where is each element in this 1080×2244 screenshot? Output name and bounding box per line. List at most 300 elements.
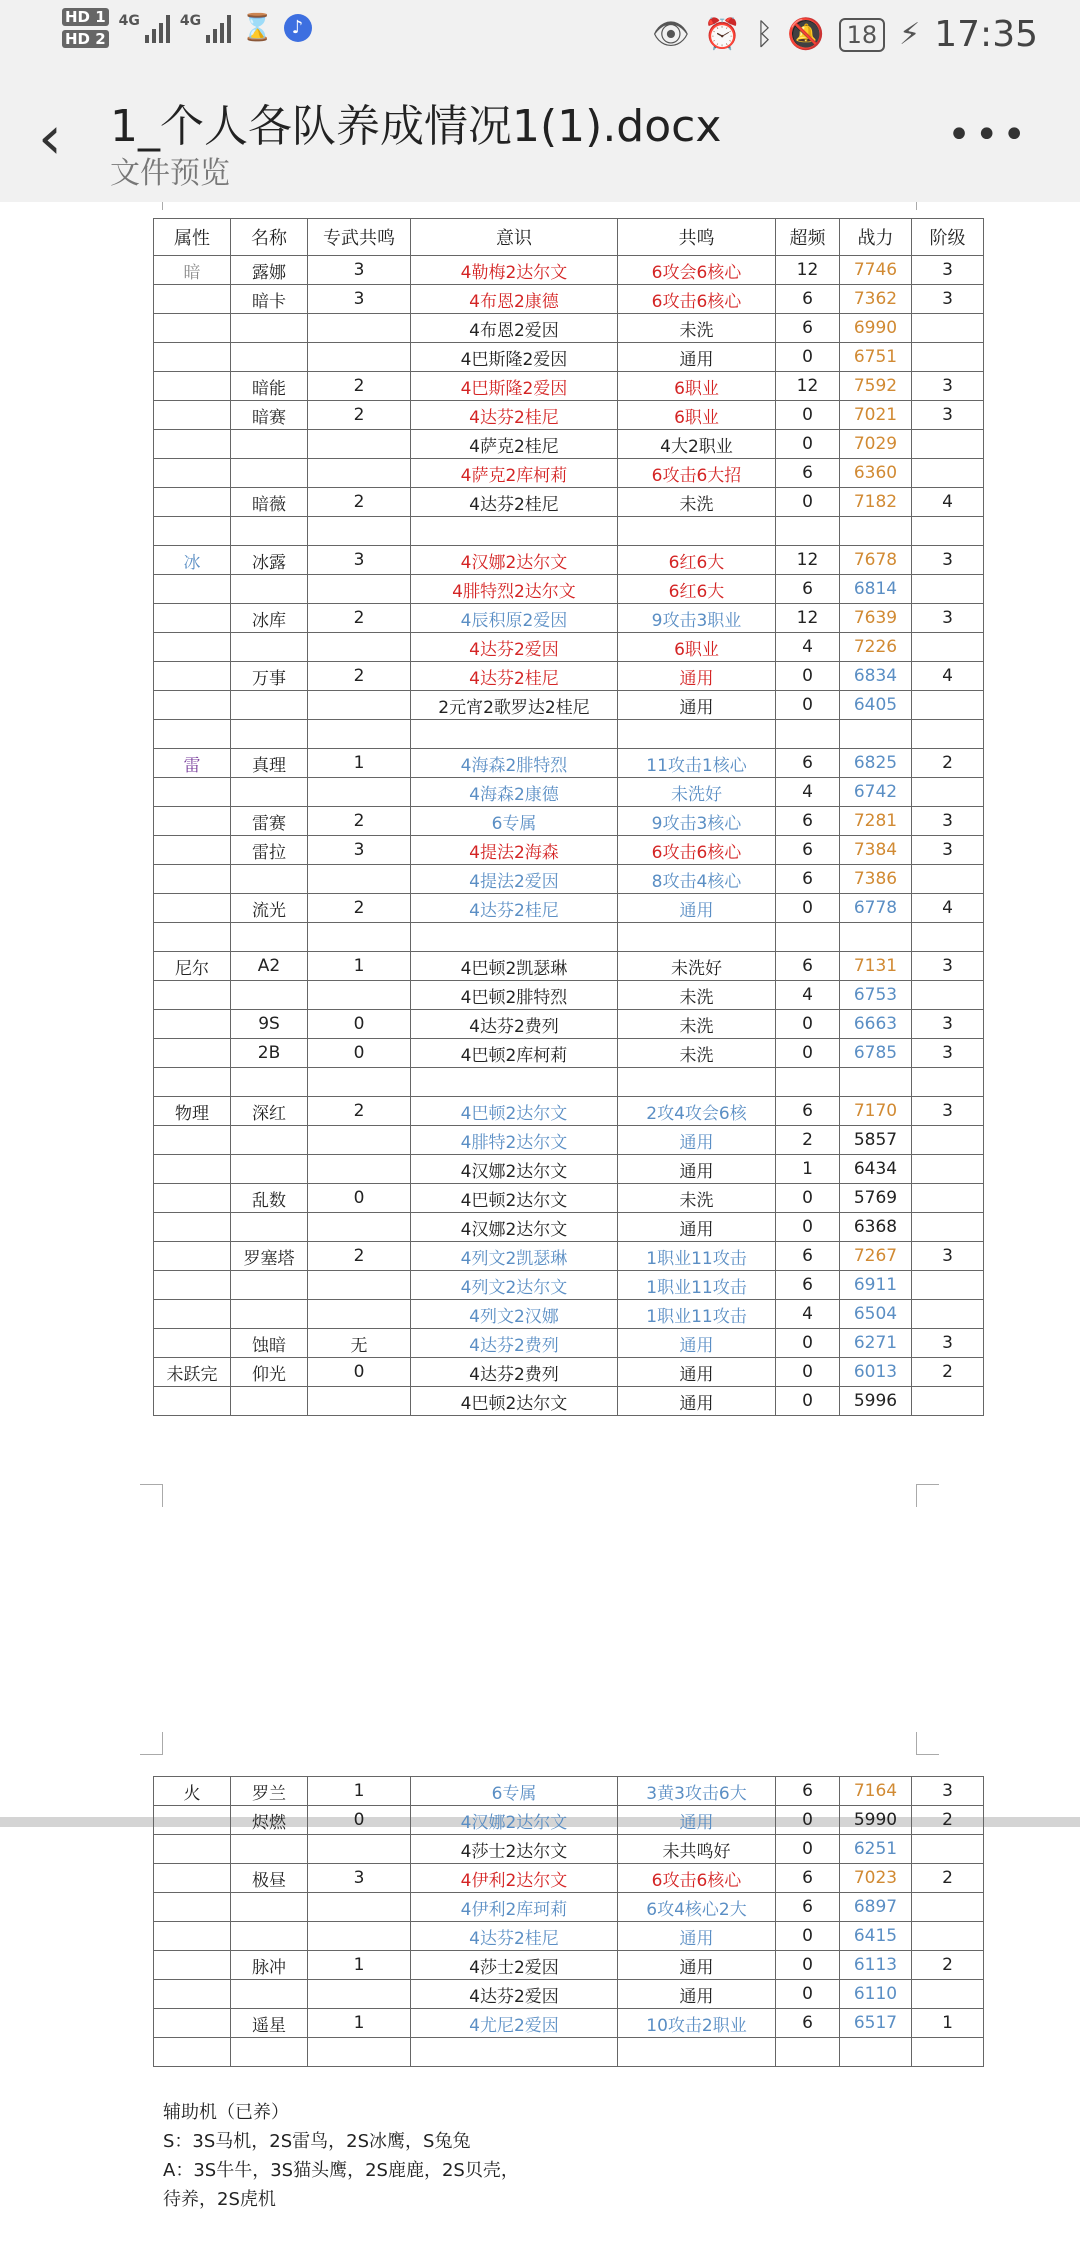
battery-icon: 18 xyxy=(839,18,886,52)
sim2-badge: HD 2 xyxy=(62,30,109,48)
table-cell: 7131 xyxy=(840,952,912,981)
table-cell: 4达芬2桂尼 xyxy=(411,1922,618,1951)
table-row xyxy=(154,430,984,459)
table-row xyxy=(154,1010,984,1039)
table-page-1 xyxy=(153,218,984,1416)
table-cell: 0 xyxy=(776,1951,840,1980)
table-cell xyxy=(154,488,231,517)
table-cell: 冰 xyxy=(154,546,231,575)
table-cell xyxy=(308,2038,411,2067)
table-cell: 6990 xyxy=(840,314,912,343)
table-cell: 6专属 xyxy=(411,807,618,836)
table-row xyxy=(154,1039,984,1068)
table-cell xyxy=(154,343,231,372)
table-cell: 6 xyxy=(776,2009,840,2038)
table-cell: 4提法2海森 xyxy=(411,836,618,865)
table-cell xyxy=(231,1893,308,1922)
charging-icon: ⚡ xyxy=(899,16,921,52)
table-row xyxy=(154,1329,984,1358)
table-cell xyxy=(912,1980,984,2009)
table-cell xyxy=(154,604,231,633)
table-cell: 0 xyxy=(776,1010,840,1039)
table-cell: 2 xyxy=(912,749,984,778)
table-cell: 6110 xyxy=(840,1980,912,2009)
table-cell: 无 xyxy=(308,1329,411,1358)
table-cell: 4萨克2桂尼 xyxy=(411,430,618,459)
crop-mark xyxy=(140,202,163,210)
crop-mark xyxy=(140,1732,163,1755)
notes-line: A：3S牛牛，3S猫头鹰，2S鹿鹿，2S贝壳， xyxy=(163,2160,519,2181)
table-cell: 6攻击6核心 xyxy=(618,836,776,865)
table-cell: 6113 xyxy=(840,1951,912,1980)
table-cell xyxy=(912,981,984,1010)
table-cell xyxy=(154,1213,231,1242)
table-cell xyxy=(231,691,308,720)
table-cell: 1 xyxy=(308,952,411,981)
table-cell: 7639 xyxy=(840,604,912,633)
table-cell: 4尤尼2爱因 xyxy=(411,2009,618,2038)
table-cell: 3 xyxy=(912,256,984,285)
table-cell: 通用 xyxy=(618,343,776,372)
table-cell xyxy=(912,691,984,720)
col-header: 属性 xyxy=(154,219,231,256)
table-row xyxy=(154,1980,984,2009)
table-cell: 2 xyxy=(912,1951,984,1980)
table-cell: 冰库 xyxy=(231,604,308,633)
table-cell: 4巴顿2凯瑟琳 xyxy=(411,952,618,981)
table-cell xyxy=(154,1864,231,1893)
table-cell: 4达芬2桂尼 xyxy=(411,662,618,691)
crop-mark xyxy=(916,1732,939,1755)
table-cell: 5769 xyxy=(840,1184,912,1213)
table-cell: 6红6大 xyxy=(618,575,776,604)
table-cell: 2 xyxy=(308,807,411,836)
crop-mark xyxy=(140,1484,163,1507)
table-cell xyxy=(912,1922,984,1951)
col-header: 名称 xyxy=(231,219,308,256)
table-cell: 0 xyxy=(776,488,840,517)
table-cell xyxy=(231,575,308,604)
table-cell xyxy=(308,633,411,662)
table-row xyxy=(154,691,984,720)
table-cell xyxy=(231,1271,308,1300)
table-cell: 4 xyxy=(776,1300,840,1329)
table-cell: 6897 xyxy=(840,1893,912,1922)
table-cell xyxy=(154,1387,231,1416)
table-cell: 6 xyxy=(776,314,840,343)
table-cell: 3 xyxy=(912,1777,984,1806)
table-cell: 4列文2凯瑟琳 xyxy=(411,1242,618,1271)
table-cell: 6 xyxy=(776,1777,840,1806)
table-cell xyxy=(776,2038,840,2067)
table-cell: 6职业 xyxy=(618,633,776,662)
table-cell: 6663 xyxy=(840,1010,912,1039)
table-cell: 3 xyxy=(912,372,984,401)
table-cell xyxy=(411,923,618,952)
table-cell xyxy=(154,1039,231,1068)
page-subtitle: 文件预览 xyxy=(110,156,230,191)
table-cell xyxy=(912,923,984,952)
table-cell: 6814 xyxy=(840,575,912,604)
table-cell: 脉冲 xyxy=(231,1951,308,1980)
table-cell xyxy=(912,1155,984,1184)
support-notes xyxy=(163,2098,519,2214)
table-row xyxy=(154,720,984,749)
table-cell xyxy=(912,2038,984,2067)
col-header: 意识 xyxy=(411,219,618,256)
table-cell: 6 xyxy=(776,749,840,778)
table-cell: 11攻击1核心 xyxy=(618,749,776,778)
table-cell xyxy=(776,923,840,952)
table-cell xyxy=(840,720,912,749)
table-cell xyxy=(776,1068,840,1097)
table-cell: 6405 xyxy=(840,691,912,720)
bluetooth-icon: ᛒ xyxy=(755,16,774,52)
dual-sim-indicator xyxy=(62,8,109,48)
table-cell xyxy=(308,1980,411,2009)
table-cell xyxy=(154,1271,231,1300)
table-cell: A2 xyxy=(231,952,308,981)
table-row xyxy=(154,1835,984,1864)
table-cell: 7678 xyxy=(840,546,912,575)
table-cell xyxy=(231,1387,308,1416)
table-cell: 6911 xyxy=(840,1271,912,1300)
table-cell xyxy=(912,459,984,488)
table-row xyxy=(154,865,984,894)
table-cell: 罗兰 xyxy=(231,1777,308,1806)
table-row xyxy=(154,981,984,1010)
table-cell: 3 xyxy=(912,952,984,981)
table-cell: 暗能 xyxy=(231,372,308,401)
table-cell xyxy=(912,778,984,807)
table-cell: 6360 xyxy=(840,459,912,488)
table-cell: 2 xyxy=(912,1806,984,1835)
table-cell: 4伊利2达尔文 xyxy=(411,1864,618,1893)
table-cell: 2 xyxy=(912,1864,984,1893)
table-cell xyxy=(912,575,984,604)
table-cell xyxy=(154,836,231,865)
table-cell: 通用 xyxy=(618,894,776,923)
table-row xyxy=(154,1777,984,1806)
table-cell: 6742 xyxy=(840,778,912,807)
table-cell: 6504 xyxy=(840,1300,912,1329)
table-cell xyxy=(912,517,984,546)
table-cell: 7281 xyxy=(840,807,912,836)
table-cell xyxy=(154,1980,231,2009)
table-cell xyxy=(154,1126,231,1155)
table-cell: 4达芬2桂尼 xyxy=(411,894,618,923)
table-cell: 未共鸣好 xyxy=(618,1835,776,1864)
more-options-button[interactable] xyxy=(947,112,1030,158)
table-cell: 12 xyxy=(776,256,840,285)
table-cell xyxy=(154,517,231,546)
table-cell: 8攻击4核心 xyxy=(618,865,776,894)
table-cell xyxy=(154,1806,231,1835)
table-cell xyxy=(154,285,231,314)
table-cell xyxy=(308,517,411,546)
table-cell: 12 xyxy=(776,546,840,575)
table-cell xyxy=(154,2009,231,2038)
col-header: 阶级 xyxy=(912,219,984,256)
table-cell xyxy=(776,517,840,546)
table-cell xyxy=(154,1300,231,1329)
document-preview[interactable] xyxy=(0,202,1080,2244)
table-cell: 4巴顿2达尔文 xyxy=(411,1184,618,1213)
table-row xyxy=(154,807,984,836)
signal-icon xyxy=(119,13,170,43)
table-cell xyxy=(154,1184,231,1213)
table-cell: 6红6大 xyxy=(618,546,776,575)
table-row xyxy=(154,459,984,488)
table-cell: 暗 xyxy=(154,256,231,285)
table-cell xyxy=(308,314,411,343)
table-cell: 3 xyxy=(308,836,411,865)
table-cell xyxy=(231,923,308,952)
table-cell: 7362 xyxy=(840,285,912,314)
table-cell xyxy=(912,1835,984,1864)
table-cell xyxy=(154,894,231,923)
table-cell: 1职业11攻击 xyxy=(618,1300,776,1329)
table-cell xyxy=(308,1835,411,1864)
table-cell: 通用 xyxy=(618,1213,776,1242)
table-cell: 4大2职业 xyxy=(618,430,776,459)
table-cell: 6职业 xyxy=(618,372,776,401)
table-cell: 6751 xyxy=(840,343,912,372)
sim1-badge: HD 1 xyxy=(62,8,109,26)
table-cell: 3 xyxy=(912,1329,984,1358)
table-cell: 7384 xyxy=(840,836,912,865)
table-cell: 未洗 xyxy=(618,1184,776,1213)
table-cell: 5857 xyxy=(840,1126,912,1155)
table-cell xyxy=(154,1893,231,1922)
table-row xyxy=(154,1951,984,1980)
table-cell xyxy=(154,662,231,691)
table-row xyxy=(154,372,984,401)
table-cell xyxy=(912,865,984,894)
table-cell: 通用 xyxy=(618,1806,776,1835)
table-header-row xyxy=(154,219,984,256)
table-cell xyxy=(776,720,840,749)
table-cell xyxy=(154,691,231,720)
table-cell: 未洗好 xyxy=(618,778,776,807)
table-cell xyxy=(231,2038,308,2067)
table-row xyxy=(154,836,984,865)
more-icon: ••• xyxy=(947,112,1030,158)
table-cell xyxy=(912,1271,984,1300)
table-cell: 遥星 xyxy=(231,2009,308,2038)
table-cell xyxy=(231,1835,308,1864)
table-cell: 6 xyxy=(776,1864,840,1893)
table-cell: 10攻击2职业 xyxy=(618,2009,776,2038)
table-cell: 未洗 xyxy=(618,314,776,343)
table-row xyxy=(154,401,984,430)
table-cell: 6013 xyxy=(840,1358,912,1387)
table-cell xyxy=(912,1893,984,1922)
table-cell: 2 xyxy=(308,401,411,430)
table-cell: 4 xyxy=(912,662,984,691)
table-cell: 通用 xyxy=(618,1126,776,1155)
table-cell xyxy=(231,720,308,749)
table-cell: 0 xyxy=(776,1922,840,1951)
table-row xyxy=(154,952,984,981)
table-cell: 4提法2爱因 xyxy=(411,865,618,894)
table-cell xyxy=(154,430,231,459)
table-cell: 4巴顿2达尔文 xyxy=(411,1097,618,1126)
table-cell xyxy=(231,343,308,372)
table-row xyxy=(154,546,984,575)
table-cell: 6 xyxy=(776,1271,840,1300)
table-cell xyxy=(231,1155,308,1184)
table-cell: 7267 xyxy=(840,1242,912,1271)
table-cell xyxy=(154,2038,231,2067)
table-cell: 4巴斯隆2爱因 xyxy=(411,372,618,401)
table-cell xyxy=(618,517,776,546)
table-cell: 1 xyxy=(308,749,411,778)
table-cell xyxy=(154,1155,231,1184)
table-cell xyxy=(912,1300,984,1329)
col-header: 共鸣 xyxy=(618,219,776,256)
table-cell: 3 xyxy=(912,1097,984,1126)
table-cell: 4 xyxy=(912,488,984,517)
table-cell xyxy=(411,517,618,546)
table-cell: 未洗 xyxy=(618,488,776,517)
table-cell xyxy=(912,430,984,459)
table-cell xyxy=(231,1922,308,1951)
table-cell xyxy=(308,1068,411,1097)
table-cell: 3 xyxy=(308,546,411,575)
table-cell xyxy=(840,923,912,952)
table-cell: 4达芬2爱因 xyxy=(411,1980,618,2009)
clock: 17:35 xyxy=(934,14,1038,55)
table-cell xyxy=(840,2038,912,2067)
table-cell: 6415 xyxy=(840,1922,912,1951)
table-cell: 4布恩2爱因 xyxy=(411,314,618,343)
table-cell: 2 xyxy=(308,372,411,401)
table-cell: 12 xyxy=(776,604,840,633)
table-cell: 通用 xyxy=(618,1980,776,2009)
table-cell: 0 xyxy=(776,662,840,691)
music-icon: ♪ xyxy=(284,14,312,42)
table-cell: 乱数 xyxy=(231,1184,308,1213)
table-row xyxy=(154,604,984,633)
table-cell: 0 xyxy=(776,894,840,923)
table-cell: 6753 xyxy=(840,981,912,1010)
table-cell: 0 xyxy=(776,343,840,372)
table-cell xyxy=(231,430,308,459)
table-cell: 4海森2康德 xyxy=(411,778,618,807)
table-cell: 3 xyxy=(912,836,984,865)
table-cell: 6 xyxy=(776,1097,840,1126)
table-row xyxy=(154,1068,984,1097)
table-cell: 4莎士2爱因 xyxy=(411,1951,618,1980)
table-cell xyxy=(154,1835,231,1864)
table-body-1 xyxy=(154,256,984,1416)
table-cell xyxy=(154,401,231,430)
table-cell: 3 xyxy=(308,1864,411,1893)
table-cell xyxy=(308,1271,411,1300)
table-cell: 0 xyxy=(776,1039,840,1068)
table-cell: 6785 xyxy=(840,1039,912,1068)
table-cell: 6 xyxy=(776,836,840,865)
table-cell: 4巴斯隆2爱因 xyxy=(411,343,618,372)
table-row xyxy=(154,1184,984,1213)
table-cell: 3 xyxy=(912,604,984,633)
notes-line: 待养，2S虎机 xyxy=(163,2189,276,2210)
table-cell: 4巴顿2腓特烈 xyxy=(411,981,618,1010)
table-cell: 9攻击3核心 xyxy=(618,807,776,836)
table-cell xyxy=(308,1922,411,1951)
table-cell xyxy=(308,459,411,488)
table-row xyxy=(154,314,984,343)
table-cell: 雷 xyxy=(154,749,231,778)
table-cell: 未洗 xyxy=(618,1010,776,1039)
table-cell: 2 xyxy=(308,662,411,691)
table-cell: 通用 xyxy=(618,691,776,720)
status-bar xyxy=(0,0,1080,72)
table-cell: 雷拉 xyxy=(231,836,308,865)
table-cell: 4达芬2桂尼 xyxy=(411,488,618,517)
table-row xyxy=(154,285,984,314)
table-cell: 未跃完 xyxy=(154,1358,231,1387)
table-cell xyxy=(912,1068,984,1097)
table-cell: 7226 xyxy=(840,633,912,662)
table-cell: 4辰积原2爱因 xyxy=(411,604,618,633)
hourglass-icon: ⌛ xyxy=(241,13,274,43)
table-cell xyxy=(154,1068,231,1097)
table-cell xyxy=(154,923,231,952)
table-cell: 6 xyxy=(776,807,840,836)
table-row xyxy=(154,575,984,604)
back-button[interactable] xyxy=(38,103,62,173)
table-row xyxy=(154,1806,984,1835)
table-cell xyxy=(912,314,984,343)
table-cell xyxy=(231,865,308,894)
table-cell xyxy=(308,1300,411,1329)
table-cell: 2 xyxy=(308,488,411,517)
table-row xyxy=(154,894,984,923)
table-cell: 4莎士2达尔文 xyxy=(411,1835,618,1864)
table-cell: 6攻击6大招 xyxy=(618,459,776,488)
table-cell: 3 xyxy=(912,1242,984,1271)
table-cell xyxy=(308,778,411,807)
table-cell xyxy=(912,1387,984,1416)
table-cell: 7023 xyxy=(840,1864,912,1893)
table-cell: 6825 xyxy=(840,749,912,778)
table-cell: 4腓特2达尔文 xyxy=(411,1126,618,1155)
network-type-1: 4G xyxy=(118,13,140,29)
table-cell xyxy=(231,1126,308,1155)
table-cell: 6368 xyxy=(840,1213,912,1242)
table-cell: 4汉娜2达尔文 xyxy=(411,1213,618,1242)
table-cell: 5990 xyxy=(840,1806,912,1835)
table-cell xyxy=(308,865,411,894)
table-cell: 火 xyxy=(154,1777,231,1806)
table-row xyxy=(154,1387,984,1416)
table-cell: 4 xyxy=(912,894,984,923)
table-row xyxy=(154,1097,984,1126)
table-row xyxy=(154,1271,984,1300)
col-header: 超频 xyxy=(776,219,840,256)
table-cell: 暗赛 xyxy=(231,401,308,430)
table-cell: 4列文2汉娜 xyxy=(411,1300,618,1329)
table-cell xyxy=(231,633,308,662)
table-cell: 3 xyxy=(308,256,411,285)
table-cell: 4巴顿2达尔文 xyxy=(411,1387,618,1416)
table-cell: 1 xyxy=(776,1155,840,1184)
table-cell: 通用 xyxy=(618,1358,776,1387)
table-cell xyxy=(308,575,411,604)
table-cell xyxy=(411,2038,618,2067)
